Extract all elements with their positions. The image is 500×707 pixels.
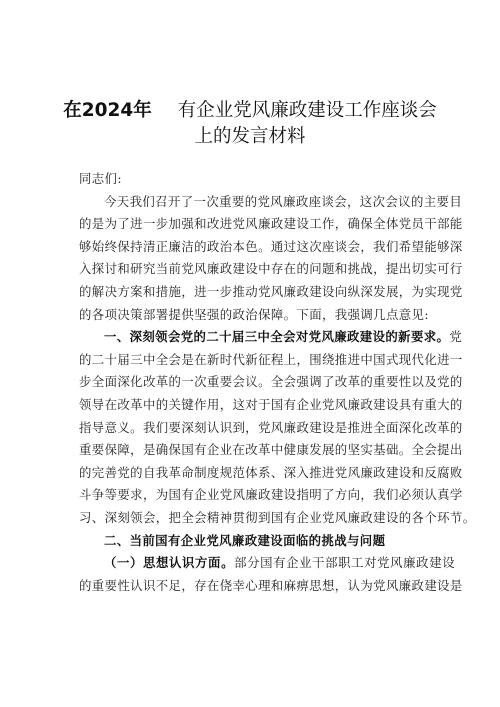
paragraph-line: 指导意义。我们要深刻认识到，党风廉政建设是推进全面深化改革的 xyxy=(79,419,463,435)
section-2-sub-1-first-line xyxy=(79,552,455,575)
section-2-sub-1-tail: 部分国有企业干部职工对党风廉政建设 xyxy=(234,555,455,571)
document-title-line-1 xyxy=(40,98,460,124)
title-year: 在2024年 xyxy=(63,100,152,121)
paragraph-line: 的重要性认识不足，存在侥幸心理和麻痹思想，认为党风廉政建设是 xyxy=(79,577,463,593)
section-2-sub-1-heading: （一）思想认识方面。 xyxy=(104,555,235,571)
paragraph-line: 领导在改革中的关键作用，这对于国有企业党风廉政建设具有重大的 xyxy=(79,396,463,412)
paragraph-line: 的二十届三中全会是在新时代新征程上，围绕推进中国式现代化进一 xyxy=(79,351,463,367)
paragraph-line: 习、深刻领会，把全会精神贯彻到国有企业党风廉政建设的各个环节。 xyxy=(79,509,476,525)
section-1 xyxy=(79,326,476,529)
paragraph-line: 的完善党的自我革命制度规范体系、深入推进党风廉政建设和反腐败 xyxy=(79,464,463,480)
paragraph-line: 斗争等要求，为国有企业党风廉政建设指明了方向，我们必须认真学 xyxy=(79,487,463,503)
section-1-heading-tail: 党 xyxy=(449,329,463,345)
paragraph-line: 够始终保持清正廉洁的政治本色。通过这次座谈会，我们希望能够深 xyxy=(79,238,463,254)
section-1-first-line xyxy=(79,326,463,349)
paragraph-line: 的解决方案和措施，进一步推动党风廉政建设向纵深发展，为实现党 xyxy=(79,283,463,299)
title-text: 有企业党风廉政建设工作座谈会 xyxy=(177,100,437,121)
section-2-heading: 二、当前国有企业党风廉政建设面临的挑战与问题 xyxy=(104,532,386,548)
paragraph-line: 步全面深化改革的一次重要会议。全会强调了改革的重要性以及党的 xyxy=(79,374,463,390)
document-title-line-2: 上的发言材料 xyxy=(194,126,306,147)
section-2 xyxy=(79,530,463,598)
paragraph-line: 今天我们召开了一次重要的党风廉政座谈会，这次会议的主要目 xyxy=(104,193,463,209)
paragraph-line: 的各项决策部署提供坚强的政治保障。下面，我强调几点意见: xyxy=(79,306,429,322)
paragraph-line: 重要保障，是确保国有企业在改革中健康发展的坚实基础。全会提出 xyxy=(79,442,463,458)
paragraph-line: 的是为了进一步加强和改进党风廉政建设工作，确保全体党员干部能 xyxy=(79,216,463,232)
paragraph-line: 入探讨和研究当前党风廉政建设中存在的问题和挑战，提出切实可行 xyxy=(79,261,463,277)
paragraph-intro xyxy=(79,191,463,327)
section-1-heading: 一、深刻领会党的二十届三中全会对党风廉政建设的新要求。 xyxy=(104,329,450,345)
document-body xyxy=(79,168,476,597)
salutation: 同志们: xyxy=(79,171,122,186)
